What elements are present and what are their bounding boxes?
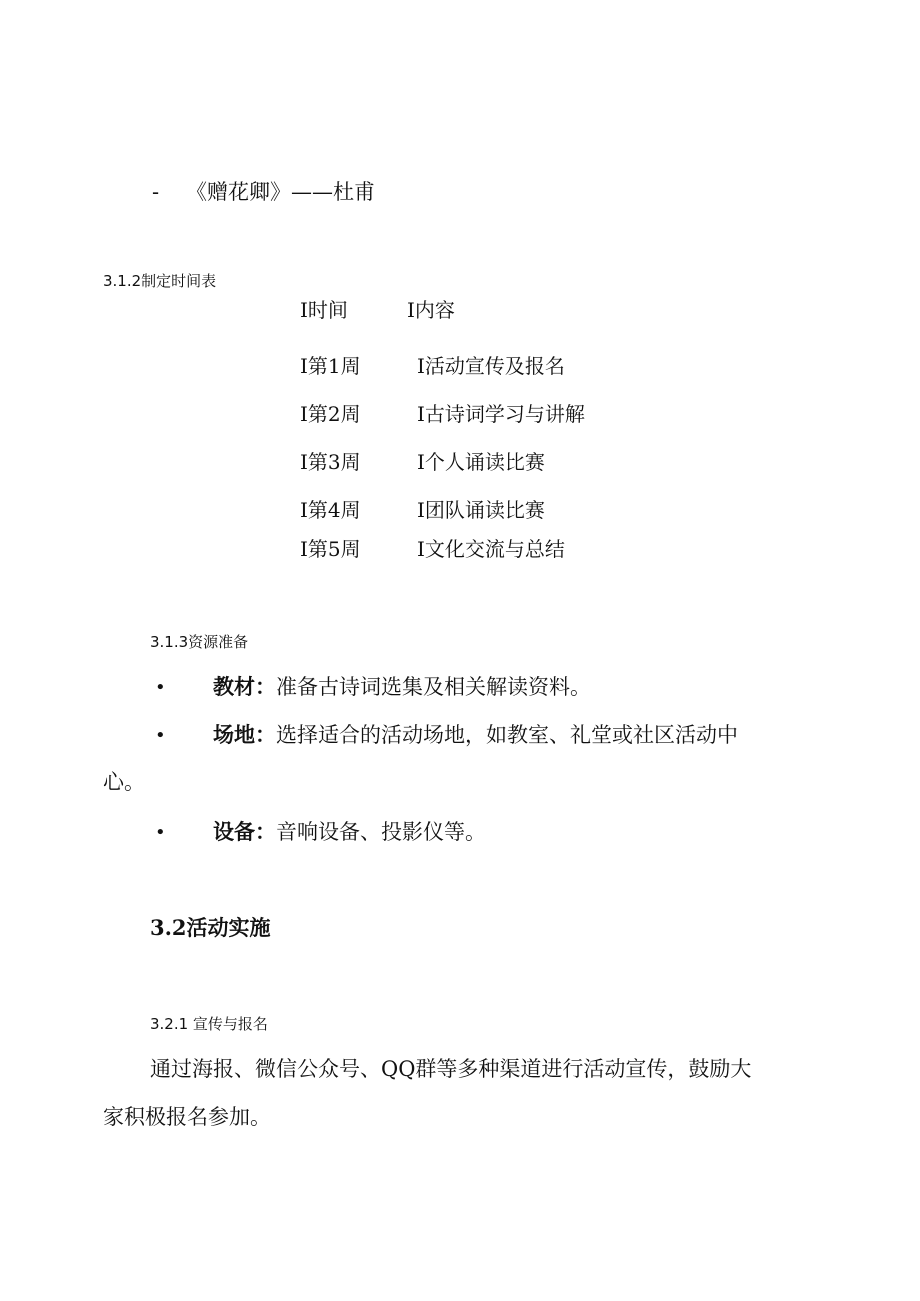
citation-marker: - [152, 180, 160, 204]
heading-3-1-2: 3.1.2制定时间表 [103, 272, 217, 290]
table-row-week: I第5周 [300, 537, 361, 561]
item-text: 选择适合的活动场地，如教室、礼堂或社区活动中 [276, 723, 738, 747]
table-row-week: I第1周 [300, 354, 361, 378]
table-row-week: I第4周 [300, 498, 361, 522]
paragraph-line: 通过海报、微信公众号、QQ群等多种渠道进行活动宣传，鼓励大 [150, 1057, 752, 1081]
table-row-activity: I活动宣传及报名 [417, 354, 565, 378]
table-row-activity: I古诗词学习与讲解 [417, 402, 585, 426]
bullet: • [155, 725, 166, 746]
table-row-activity: I个人诵读比赛 [417, 450, 545, 474]
citation-text: 《赠花卿》——杜甫 [186, 180, 375, 204]
bullet: • [155, 677, 166, 698]
poem-citation [152, 176, 375, 206]
item-label: 教材： [213, 674, 276, 699]
heading-3-1-3: 3.1.3资源准备 [150, 633, 249, 651]
item-text: 准备古诗词选集及相关解读资料。 [276, 675, 591, 699]
heading-3-2-1: 3.2.1 宣传与报名 [150, 1015, 268, 1033]
item-text: 音响设备、投影仪等。 [276, 820, 486, 844]
table-header-content: I内容 [407, 298, 455, 322]
list-item [213, 808, 486, 856]
table-row-activity: I文化交流与总结 [417, 537, 565, 561]
item-continuation: 心。 [103, 770, 145, 794]
paragraph-line: 家积极报名参加。 [103, 1105, 271, 1129]
item-label: 场地： [213, 722, 276, 747]
heading-3-2: 3.2活动实施 [150, 915, 271, 940]
table-row-week: I第2周 [300, 402, 361, 426]
bullet: • [155, 822, 166, 843]
list-item [213, 711, 738, 759]
table-header-time: I时间 [300, 298, 348, 322]
table-row-week: I第3周 [300, 450, 361, 474]
list-item [213, 663, 591, 711]
item-label: 设备： [213, 819, 276, 844]
table-row-activity: I团队诵读比赛 [417, 498, 545, 522]
